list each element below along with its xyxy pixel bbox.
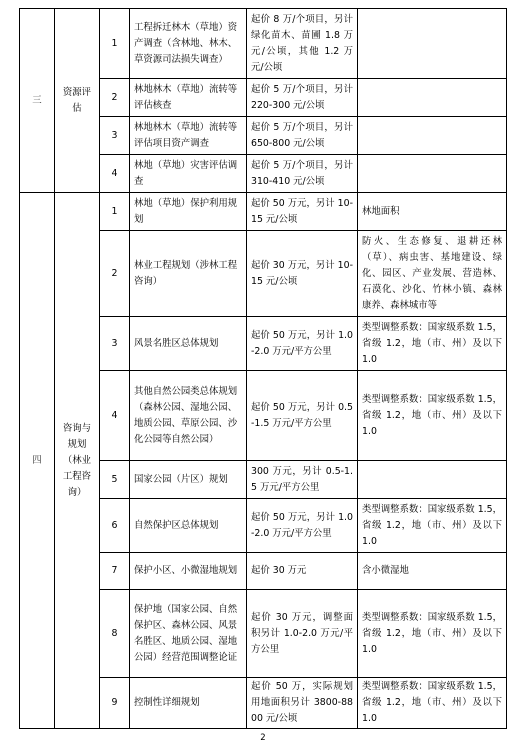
item-name: 自然保护区总体规划 <box>130 499 247 553</box>
remark: 类型调整系数：国家级系数 1.5，省级 1.2，地（市、州）及以下 1.0 <box>358 371 507 461</box>
row-index: 6 <box>100 499 130 553</box>
remark: 防火、生态修复、退耕还林（草）、病虫害、基地建设、绿化、园区、产业发展、营造林、石漠化、沙化、竹林小镇、森林康养、森林城市等 <box>358 231 507 317</box>
item-name: 风景名胜区总体规划 <box>130 317 247 371</box>
row-index: 2 <box>100 231 130 317</box>
remark: 类型调整系数：国家级系数 1.5，省级 1.2，地（市、州）及以下 1.0 <box>358 590 507 678</box>
fee-standard: 起价 5 万/个项目，另计 220-300 元/公顷 <box>247 79 358 117</box>
remark: 类型调整系数：国家级系数 1.5，省级 1.2，地（市、州）及以下 1.0 <box>358 317 507 371</box>
remark: 类型调整系数：国家级系数 1.5，省级 1.2，地（市、州）及以下 1.0 <box>358 678 507 729</box>
remark <box>358 461 507 499</box>
row-index: 4 <box>100 155 130 193</box>
item-name: 国家公园（片区）规划 <box>130 461 247 499</box>
fee-standard: 起价 30 万元，调整面积另计 1.0-2.0 万元/平方公里 <box>247 590 358 678</box>
remark: 林地面积 <box>358 193 507 231</box>
fee-standard: 起价 8 万/个项目，另计绿化苗木、苗圃 1.8 万元/公顷，其他 1.2 万元/公顷 <box>247 9 358 79</box>
table-row <box>20 193 507 231</box>
fee-standard: 起价 5 万/个项目，另计 650-800 元/公顷 <box>247 117 358 155</box>
fee-standard: 起价 50 万元，另计 0.5-1.5 万元/平方公里 <box>247 371 358 461</box>
item-name: 林地林木（草地）流转等评估项目资产调查 <box>130 117 247 155</box>
row-index: 1 <box>100 9 130 79</box>
item-name: 保护小区、小微湿地规划 <box>130 553 247 590</box>
fee-standard: 300 万元，另计 0.5-1.5 万元/平方公里 <box>247 461 358 499</box>
remark: 含小微湿地 <box>358 553 507 590</box>
item-name: 保护地（国家公园、自然保护区、森林公园、风景名胜区、地质公园、湿地公园）经营范围调整论证 <box>130 590 247 678</box>
page-number: 2 <box>260 733 266 743</box>
fee-standard: 起价 50 万，实际规划用地面积另计 3800-8800 元/公顷 <box>247 678 358 729</box>
item-name: 林业工程规划（涉林工程咨询） <box>130 231 247 317</box>
fee-standard: 起价 5 万/个项目，另计 310-410 元/公顷 <box>247 155 358 193</box>
fee-standard: 起价 30 万元，另计 10-15 元/公顷 <box>247 231 358 317</box>
item-name: 林地林木（草地）流转等评估核查 <box>130 79 247 117</box>
row-index: 2 <box>100 79 130 117</box>
row-index: 9 <box>100 678 130 729</box>
row-index: 4 <box>100 371 130 461</box>
remark <box>358 155 507 193</box>
row-index: 3 <box>100 117 130 155</box>
row-index: 5 <box>100 461 130 499</box>
fee-schedule-table <box>19 8 507 729</box>
remark <box>358 117 507 155</box>
table-row <box>20 9 507 79</box>
fee-standard: 起价 50 万元，另计 1.0-2.0 万元/平方公里 <box>247 499 358 553</box>
fee-standard: 起价 50 万元，另计 10-15 元/公顷 <box>247 193 358 231</box>
item-name: 林地（草地）灾害评估调查 <box>130 155 247 193</box>
section-number: 三 <box>20 9 55 193</box>
section-name: 资源评估 <box>55 9 100 193</box>
fee-standard: 起价 50 万元，另计 1.0-2.0 万元/平方公里 <box>247 317 358 371</box>
section-name: 咨询与规划（林业工程咨询） <box>55 193 100 729</box>
item-name: 其他自然公园类总体规划（森林公园、湿地公园、地质公园、草原公园、沙化公园等自然公园） <box>130 371 247 461</box>
fee-standard: 起价 30 万元 <box>247 553 358 590</box>
remark: 类型调整系数：国家级系数 1.5，省级 1.2，地（市、州）及以下 1.0 <box>358 499 507 553</box>
section-number: 四 <box>20 193 55 729</box>
row-index: 7 <box>100 553 130 590</box>
item-name: 林地（草地）保护利用规划 <box>130 193 247 231</box>
row-index: 3 <box>100 317 130 371</box>
row-index: 1 <box>100 193 130 231</box>
remark <box>358 79 507 117</box>
remark <box>358 9 507 79</box>
item-name: 工程拆迁林木（草地）资产调查（含林地、林木、草资源司法损失调查） <box>130 9 247 79</box>
row-index: 8 <box>100 590 130 678</box>
item-name: 控制性详细规划 <box>130 678 247 729</box>
